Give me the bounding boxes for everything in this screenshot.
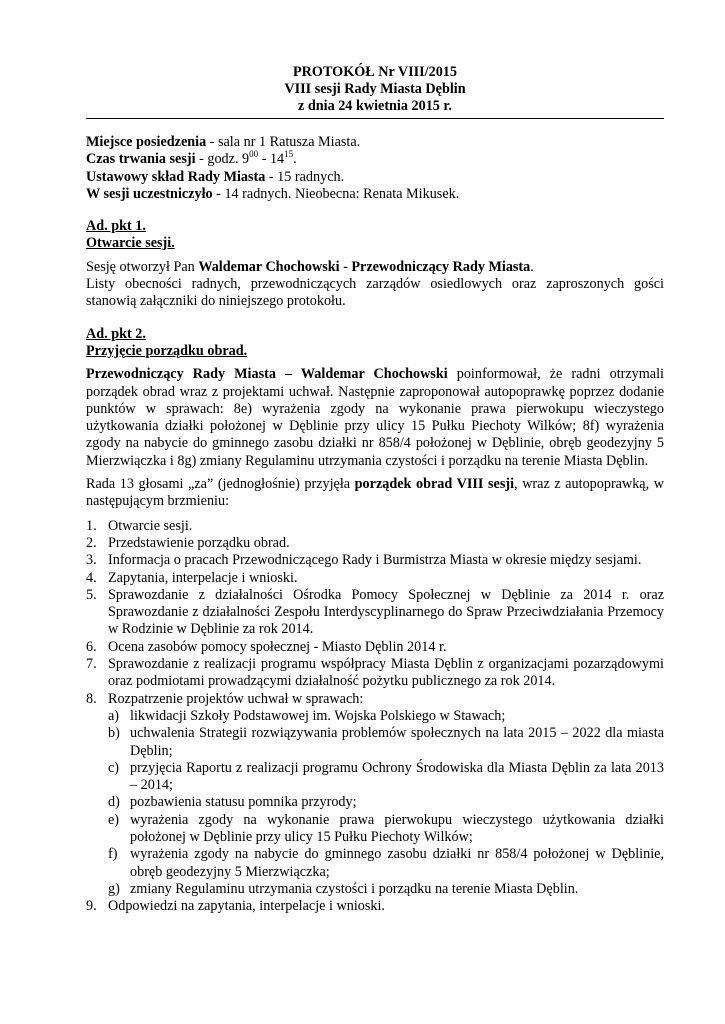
section-1-ad: Ad. pkt 1. [86, 218, 146, 235]
agenda-subitem [108, 725, 664, 760]
agenda-item [86, 535, 664, 552]
meta-place-value: - sala nr 1 Ratusza Miasta. [206, 134, 361, 150]
agenda-item [86, 587, 664, 639]
agenda-item [86, 656, 664, 691]
meta-attendance-label: W sesji uczestniczyło [86, 185, 213, 202]
agenda-subitem-letter: b) [108, 725, 120, 742]
title-line-1: PROTOKÓŁ Nr VIII/2015 [293, 64, 457, 80]
agenda-item-number: 1. [86, 517, 97, 534]
meta-composition-label: Ustawowy skład Rady Miasta [86, 168, 266, 185]
s2-p1-rest: poinformował, że radni otrzymali porządek obrad wraz z projektami uchwał. Następnie zaproponował autopoprawkę poprzez dodanie punktów w sprawach: 8e) wyrażenia zgody na wykonanie prawa pierwokupu wieczystego użytkowania działki położonej w Dęblinie przy ulicy 15 Pułku Piechoty Wilków; 8f) wyrażenia zgody na nabycie do gminnego zasobu działki nr 858/4 położonej w Dęblinie, obręb geodezyjny 5 Mierzwiączka i 8g) zmiany Regulaminu utrzymania czystości i porządku na terenie Miasta Dęblin. [86, 366, 664, 469]
section-1-paragraph-1 [86, 259, 664, 276]
agenda-item-text: Ocena zasobów pomocy społecznej - Miasto Dęblin 2014 r. [108, 638, 447, 655]
agenda-item-number: 2. [86, 534, 97, 551]
agenda-subitem-letter: a) [108, 707, 120, 724]
agenda-item [86, 570, 664, 587]
agenda-item [86, 552, 664, 569]
s2-p2-post: , wraz z autopoprawką, w następującym brzmieniu: [86, 476, 664, 510]
section-2-paragraph-1 [86, 366, 664, 470]
s1-p1-pre: Sesję otworzył Pan [86, 258, 199, 275]
agenda-item [86, 898, 664, 915]
agenda-subitem-text: uchwalenia Strategii rozwiązywania problemów społecznych na lata 2015 – 2022 dla miasta Dęblin; [130, 725, 664, 759]
meta-time-end-minutes: 15 [284, 148, 294, 159]
agenda-subitem-text: likwidacji Szkoły Podstawowej im. Wojska Polskiego w Stawach; [130, 707, 506, 724]
agenda-item-text: Odpowiedzi na zapytania, interpelacje i wnioski. [108, 898, 385, 915]
meta-place-label: Miejsce posiedzenia [86, 134, 207, 150]
agenda-subitem-letter: c) [108, 759, 120, 776]
agenda-item [86, 639, 664, 656]
meta-composition [86, 169, 664, 186]
s2-p1-bold: Przewodniczący Rady Miasta – Waldemar Chochowski [86, 366, 448, 383]
section-2-title: Przyjęcie porządku obrad. [86, 342, 248, 359]
agenda-item-text: Sprawozdanie z realizacji programu współpracy Miasta Dęblin z organizacjami pozarządowymi oraz podmiotami prowadzącymi działalność pożytku publicznego za rok 2014. [108, 656, 664, 690]
s1-p1-post: . [530, 258, 534, 275]
meta-time-suffix: . [293, 151, 297, 168]
agenda-item-number: 8. [86, 690, 97, 707]
title-divider [86, 118, 664, 119]
section-1-paragraph-2: Listy obecności radnych, przewodniczących zarządów osiedlowych oraz zaproszonych gości stanowią załączniki do niniejszego protokołu. [86, 276, 664, 310]
agenda-subitem [108, 812, 664, 847]
agenda-item-number: 3. [86, 552, 97, 569]
agenda-subitem [108, 881, 664, 898]
agenda-subitem [108, 846, 664, 881]
section-1-title: Otwarcie sesji. [86, 235, 175, 252]
s2-p2-bold: porządek obrad VIII sesji [354, 476, 515, 493]
s2-p2-pre: Rada 13 głosami „za” (jednogłośnie) przyjęła [86, 476, 355, 493]
agenda-subitem-letter: g) [108, 880, 120, 897]
document-page [86, 64, 664, 915]
agenda-subitem [108, 760, 664, 795]
agenda-sublist [108, 708, 664, 898]
title-line-2: VIII sesji Rady Miasta Dęblin [284, 81, 466, 97]
meta-attendance [86, 186, 664, 203]
agenda-subitem-letter: f) [108, 846, 118, 863]
agenda-subitem [108, 708, 664, 725]
section-2-ad: Ad. pkt 2. [86, 325, 146, 342]
agenda-subitem-text: zmiany Regulaminu utrzymania czystości i porządku na terenie Miasta Dęblin. [130, 880, 579, 897]
meta-time-prefix: - godz. 9 [195, 151, 250, 168]
agenda-subitem-text: wyrażenia zgody na nabycie do gminnego zasobu działki nr 858/4 położonej w Dęblinie, obręb geodezyjny 5 Mierzwiączka; [130, 846, 664, 880]
agenda-item-text: Otwarcie sesji. [108, 517, 193, 534]
agenda-subitem [108, 794, 664, 811]
title-line-3: z dnia 24 kwietnia 2015 r. [298, 98, 452, 114]
agenda-subitem-text: wyrażenia zgody na wykonanie prawa pierwokupu wieczystego użytkowania działki położonej w Dęblinie przy ulicy 15 Pułku Piechoty Wilków; [130, 811, 664, 845]
section-2 [86, 326, 664, 916]
meta-composition-value: - 15 radnych. [265, 168, 345, 185]
meta-attendance-value: - 14 radnych. Nieobecna: Renata Mikusek. [212, 185, 460, 202]
meta-place [86, 134, 664, 151]
meta-time [86, 148, 664, 168]
agenda-item-text: Sprawozdanie z działalności Ośrodka Pomocy Społecznej w Dęblinie za 2014 r. oraz Sprawozdanie z działalności Zespołu Interdyscyplinarnego do Spraw Przeciwdziałania Przemocy w Rodzinie w Dęblinie za rok 2014. [108, 586, 664, 638]
agenda-item-number: 4. [86, 569, 97, 586]
section-1 [86, 218, 664, 310]
meta-time-label: Czas trwania sesji [86, 151, 196, 168]
s1-p1-bold: Waldemar Chochowski - Przewodniczący Rady Miasta [198, 258, 531, 275]
section-2-paragraph-2 [86, 476, 664, 511]
agenda-item-text: Rozpatrzenie projektów uchwał w sprawach: [108, 690, 364, 707]
agenda-list [86, 518, 664, 916]
agenda-subitem-letter: d) [108, 794, 120, 811]
agenda-item-number: 9. [86, 898, 97, 915]
agenda-item-number: 6. [86, 638, 97, 655]
session-meta [86, 134, 664, 203]
agenda-subitem-letter: e) [108, 811, 120, 828]
agenda-item-text: Zapytania, interpelacje i wnioski. [108, 569, 298, 586]
agenda-item-text: Przedstawienie porządku obrad. [108, 534, 290, 551]
agenda-item [86, 518, 664, 535]
agenda-item [86, 691, 664, 899]
meta-time-mid: - 14 [258, 151, 285, 168]
agenda-item-text: Informacja o pracach Przewodniczącego Rady i Burmistrza Miasta w okresie między sesjami. [108, 552, 642, 569]
meta-time-start-minutes: 00 [249, 148, 259, 159]
agenda-item-number: 5. [86, 586, 97, 603]
agenda-subitem-text: pozbawienia statusu pomnika przyrody; [130, 794, 357, 811]
agenda-subitem-text: przyjęcia Raportu z realizacji programu Ochrony Środowiska dla Miasta Dęblin za lata 2013 – 2014; [130, 759, 664, 794]
agenda-item-number: 7. [86, 656, 97, 673]
document-title [86, 64, 664, 115]
